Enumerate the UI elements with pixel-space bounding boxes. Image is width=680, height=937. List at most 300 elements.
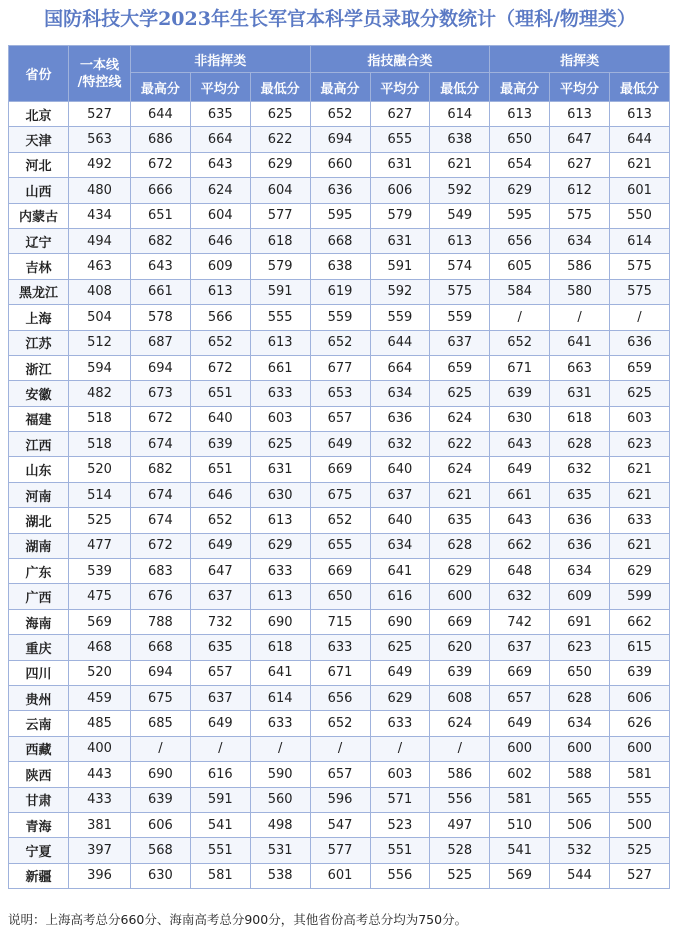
score-cell: 595 (490, 203, 550, 228)
province-cell: 山东 (9, 457, 69, 482)
score-cell: 657 (310, 762, 370, 787)
score-cell: 788 (131, 609, 191, 634)
score-cell: 630 (490, 406, 550, 431)
score-cell: 560 (250, 787, 310, 812)
score-cell: 527 (69, 102, 131, 127)
score-cell: 559 (310, 305, 370, 330)
score-cell: 592 (370, 279, 430, 304)
header-min: 最低分 (610, 73, 670, 102)
score-cell: 668 (131, 635, 191, 660)
score-cell: 686 (131, 127, 191, 152)
score-cell: 651 (190, 381, 250, 406)
score-cell: 634 (370, 533, 430, 558)
table-row (9, 685, 670, 710)
table-row (9, 863, 670, 888)
score-cell: 629 (250, 533, 310, 558)
province-cell: 福建 (9, 406, 69, 431)
score-cell: 592 (430, 178, 490, 203)
score-cell: 556 (430, 787, 490, 812)
score-cell: 639 (131, 787, 191, 812)
score-cell: 622 (250, 127, 310, 152)
table-row (9, 279, 670, 304)
score-cell: 652 (310, 711, 370, 736)
score-cell: 601 (310, 863, 370, 888)
score-cell: 621 (610, 482, 670, 507)
score-cell: 512 (69, 330, 131, 355)
score-cell: 591 (370, 254, 430, 279)
score-cell: 605 (490, 254, 550, 279)
province-cell: 重庆 (9, 635, 69, 660)
score-cell: 643 (190, 152, 250, 177)
score-cell: 477 (69, 533, 131, 558)
table-row (9, 762, 670, 787)
score-cell: 609 (550, 584, 610, 609)
score-cell: 662 (610, 609, 670, 634)
table-row (9, 178, 670, 203)
score-cell: 621 (430, 152, 490, 177)
score-cell: 652 (310, 508, 370, 533)
score-cell: 656 (310, 685, 370, 710)
score-cell: 732 (190, 609, 250, 634)
score-cell: 615 (610, 635, 670, 660)
score-cell: 629 (490, 178, 550, 203)
score-cell: 544 (550, 863, 610, 888)
score-cell: 637 (190, 584, 250, 609)
score-cell: 651 (190, 457, 250, 482)
score-cell: 595 (310, 203, 370, 228)
score-cell: 613 (550, 102, 610, 127)
score-cell: 510 (490, 812, 550, 837)
score-cell: 547 (310, 812, 370, 837)
score-cell: 619 (310, 279, 370, 304)
header-avg: 平均分 (550, 73, 610, 102)
table-row (9, 533, 670, 558)
score-cell: 606 (131, 812, 191, 837)
score-cell: 669 (310, 457, 370, 482)
table-row (9, 559, 670, 584)
score-cell: 647 (550, 127, 610, 152)
province-cell: 天津 (9, 127, 69, 152)
score-cell: 652 (310, 330, 370, 355)
score-cell: 551 (190, 838, 250, 863)
score-cell: 590 (250, 762, 310, 787)
score-cell: 628 (550, 432, 610, 457)
score-cell: 539 (69, 559, 131, 584)
score-cell: 527 (610, 863, 670, 888)
table-row (9, 482, 670, 507)
score-cell: 525 (69, 508, 131, 533)
score-cell: 614 (430, 102, 490, 127)
score-cell: 618 (550, 406, 610, 431)
score-cell: 657 (490, 685, 550, 710)
score-cell: 600 (610, 736, 670, 761)
score-cell: 618 (250, 228, 310, 253)
score-cell: 649 (190, 533, 250, 558)
score-cell: 624 (430, 711, 490, 736)
table-row (9, 127, 670, 152)
province-cell: 江西 (9, 432, 69, 457)
score-cell: 668 (310, 228, 370, 253)
score-cell: 634 (370, 381, 430, 406)
score-cell: 636 (370, 406, 430, 431)
province-cell: 北京 (9, 102, 69, 127)
score-cell: 652 (310, 102, 370, 127)
score-cell: 620 (430, 635, 490, 660)
score-cell: 639 (610, 660, 670, 685)
score-cell: 654 (490, 152, 550, 177)
score-cell: 602 (490, 762, 550, 787)
score-cell: 625 (610, 381, 670, 406)
score-cell: 640 (190, 406, 250, 431)
score-cell: / (310, 736, 370, 761)
score-cell: 633 (370, 711, 430, 736)
province-cell: 广西 (9, 584, 69, 609)
score-cell: 575 (550, 203, 610, 228)
score-cell: 630 (250, 482, 310, 507)
score-cell: 661 (131, 279, 191, 304)
score-cell: 528 (430, 838, 490, 863)
score-cell: 555 (250, 305, 310, 330)
score-cell: 674 (131, 482, 191, 507)
score-cell: 669 (430, 609, 490, 634)
score-cell: 616 (370, 584, 430, 609)
header-row-groups (9, 46, 670, 73)
province-cell: 贵州 (9, 685, 69, 710)
score-cell: 631 (370, 152, 430, 177)
score-cell: 591 (250, 279, 310, 304)
score-table (8, 45, 670, 889)
score-cell: 659 (610, 355, 670, 380)
score-cell: 551 (370, 838, 430, 863)
score-cell: 579 (250, 254, 310, 279)
score-cell: 652 (190, 508, 250, 533)
score-cell: 648 (490, 559, 550, 584)
score-cell: 625 (250, 102, 310, 127)
province-cell: 河南 (9, 482, 69, 507)
score-cell: 675 (310, 482, 370, 507)
score-cell: 672 (131, 152, 191, 177)
score-cell: 655 (310, 533, 370, 558)
score-cell: 742 (490, 609, 550, 634)
score-cell: 635 (430, 508, 490, 533)
score-cell: 640 (370, 457, 430, 482)
score-cell: 715 (310, 609, 370, 634)
table-row (9, 228, 670, 253)
score-cell: 514 (69, 482, 131, 507)
score-cell: 581 (610, 762, 670, 787)
score-cell: 638 (310, 254, 370, 279)
score-cell: 520 (69, 457, 131, 482)
score-cell: 643 (490, 432, 550, 457)
table-row (9, 330, 670, 355)
score-cell: 690 (370, 609, 430, 634)
score-cell: 575 (610, 254, 670, 279)
score-cell: 606 (370, 178, 430, 203)
table-row (9, 812, 670, 837)
score-cell: 622 (430, 432, 490, 457)
province-cell: 辽宁 (9, 228, 69, 253)
score-cell: 586 (430, 762, 490, 787)
score-cell: 579 (370, 203, 430, 228)
score-cell: 566 (190, 305, 250, 330)
score-cell: 672 (190, 355, 250, 380)
score-cell: 397 (69, 838, 131, 863)
score-cell: 494 (69, 228, 131, 253)
score-cell: 581 (190, 863, 250, 888)
score-cell: 694 (131, 355, 191, 380)
score-cell: 613 (250, 508, 310, 533)
province-cell: 湖南 (9, 533, 69, 558)
score-cell: 632 (370, 432, 430, 457)
score-cell: 559 (370, 305, 430, 330)
header-min: 最低分 (430, 73, 490, 102)
score-cell: 603 (250, 406, 310, 431)
score-cell: 538 (250, 863, 310, 888)
header-avg: 平均分 (190, 73, 250, 102)
header-group-non-command: 非指挥类 (131, 46, 311, 73)
score-cell: 523 (370, 812, 430, 837)
table-body (9, 102, 670, 889)
score-cell: 571 (370, 787, 430, 812)
score-cell: 635 (190, 102, 250, 127)
province-cell: 山西 (9, 178, 69, 203)
score-cell: 636 (610, 330, 670, 355)
score-cell: 660 (310, 152, 370, 177)
score-cell: 666 (131, 178, 191, 203)
score-cell: 629 (430, 559, 490, 584)
score-cell: 664 (190, 127, 250, 152)
score-cell: 632 (550, 457, 610, 482)
header-group-command: 指挥类 (490, 46, 670, 73)
score-cell: 633 (610, 508, 670, 533)
score-cell: 637 (490, 635, 550, 660)
header-group-tech-command: 指技融合类 (310, 46, 490, 73)
score-cell: 577 (250, 203, 310, 228)
score-cell: 633 (310, 635, 370, 660)
score-cell: 621 (430, 482, 490, 507)
score-cell: 644 (131, 102, 191, 127)
table-row (9, 381, 670, 406)
score-cell: 581 (490, 787, 550, 812)
score-cell: 588 (550, 762, 610, 787)
province-cell: 甘肃 (9, 787, 69, 812)
score-cell: 694 (131, 660, 191, 685)
province-cell: 云南 (9, 711, 69, 736)
score-cell: 625 (430, 381, 490, 406)
score-cell: 623 (610, 432, 670, 457)
score-cell: 591 (190, 787, 250, 812)
score-cell: 559 (430, 305, 490, 330)
table-row (9, 203, 670, 228)
score-cell: 580 (550, 279, 610, 304)
province-cell: 青海 (9, 812, 69, 837)
score-cell: 637 (370, 482, 430, 507)
header-max: 最高分 (310, 73, 370, 102)
header-province: 省份 (9, 46, 69, 102)
score-cell: 652 (190, 330, 250, 355)
score-cell: 531 (250, 838, 310, 863)
score-cell: 613 (250, 584, 310, 609)
score-cell: 675 (131, 685, 191, 710)
score-cell: 630 (131, 863, 191, 888)
score-cell: 669 (490, 660, 550, 685)
score-cell: 443 (69, 762, 131, 787)
score-cell: / (131, 736, 191, 761)
score-cell: 672 (131, 406, 191, 431)
score-cell: 650 (550, 660, 610, 685)
table-row (9, 838, 670, 863)
score-cell: 599 (610, 584, 670, 609)
score-cell: 639 (430, 660, 490, 685)
score-cell: 459 (69, 685, 131, 710)
score-cell: 690 (250, 609, 310, 634)
score-cell: 671 (490, 355, 550, 380)
score-cell: 500 (610, 812, 670, 837)
province-cell: 湖北 (9, 508, 69, 533)
score-cell: 664 (370, 355, 430, 380)
score-cell: 475 (69, 584, 131, 609)
province-cell: 河北 (9, 152, 69, 177)
table-row (9, 660, 670, 685)
score-cell: / (370, 736, 430, 761)
score-cell: 504 (69, 305, 131, 330)
score-cell: 596 (310, 787, 370, 812)
table-row (9, 152, 670, 177)
score-cell: 637 (190, 685, 250, 710)
score-cell: 600 (490, 736, 550, 761)
score-cell: 626 (610, 711, 670, 736)
score-cell: 661 (490, 482, 550, 507)
score-cell: 468 (69, 635, 131, 660)
score-cell: 672 (131, 533, 191, 558)
score-cell: 674 (131, 508, 191, 533)
score-cell: 643 (131, 254, 191, 279)
score-cell: 673 (131, 381, 191, 406)
score-cell: 641 (550, 330, 610, 355)
score-cell: 662 (490, 533, 550, 558)
score-cell: 525 (430, 863, 490, 888)
score-cell: 644 (610, 127, 670, 152)
table-row (9, 711, 670, 736)
score-cell: 584 (490, 279, 550, 304)
score-cell: 520 (69, 660, 131, 685)
score-cell: 635 (550, 482, 610, 507)
score-cell: 636 (550, 533, 610, 558)
header-control-line (69, 46, 131, 102)
score-cell: 650 (310, 584, 370, 609)
score-cell: 600 (430, 584, 490, 609)
score-cell: 613 (490, 102, 550, 127)
score-cell: 639 (190, 432, 250, 457)
score-cell: 549 (430, 203, 490, 228)
score-cell: 433 (69, 787, 131, 812)
score-cell: 577 (310, 838, 370, 863)
score-cell: 621 (610, 152, 670, 177)
province-cell: 四川 (9, 660, 69, 685)
score-cell: 603 (370, 762, 430, 787)
province-cell: 江苏 (9, 330, 69, 355)
score-cell: 381 (69, 812, 131, 837)
table-row (9, 432, 670, 457)
score-cell: 631 (550, 381, 610, 406)
score-cell: 635 (190, 635, 250, 660)
score-cell: 640 (370, 508, 430, 533)
page-title: 国防科技大学2023年生长军官本科学员录取分数统计（理科/物理类） (44, 8, 636, 30)
score-cell: 646 (190, 228, 250, 253)
score-cell: 627 (550, 152, 610, 177)
score-cell: 498 (250, 812, 310, 837)
score-cell: 624 (430, 406, 490, 431)
score-cell: 482 (69, 381, 131, 406)
score-cell: 506 (550, 812, 610, 837)
score-cell: 636 (310, 178, 370, 203)
score-cell: 556 (370, 863, 430, 888)
score-cell: 628 (430, 533, 490, 558)
score-cell: 518 (69, 432, 131, 457)
score-cell: 613 (430, 228, 490, 253)
score-cell: 633 (250, 559, 310, 584)
score-cell: 629 (370, 685, 430, 710)
score-cell: 563 (69, 127, 131, 152)
score-cell: 674 (131, 432, 191, 457)
score-cell: 624 (430, 457, 490, 482)
score-cell: 637 (430, 330, 490, 355)
score-cell: 525 (610, 838, 670, 863)
province-cell: 浙江 (9, 355, 69, 380)
score-cell: 687 (131, 330, 191, 355)
score-cell: 400 (69, 736, 131, 761)
score-cell: 694 (310, 127, 370, 152)
score-cell: 649 (190, 711, 250, 736)
score-cell: 644 (370, 330, 430, 355)
province-cell: 新疆 (9, 863, 69, 888)
score-cell: 677 (310, 355, 370, 380)
score-cell: 653 (310, 381, 370, 406)
score-cell: 682 (131, 457, 191, 482)
score-cell: 613 (610, 102, 670, 127)
table-row (9, 406, 670, 431)
province-cell: 黑龙江 (9, 279, 69, 304)
table-row (9, 102, 670, 127)
score-cell: 649 (310, 432, 370, 457)
score-cell: 633 (250, 381, 310, 406)
score-cell: 434 (69, 203, 131, 228)
score-cell: 565 (550, 787, 610, 812)
score-cell: 555 (610, 787, 670, 812)
score-cell: 624 (190, 178, 250, 203)
score-cell: 634 (550, 711, 610, 736)
score-cell: 631 (250, 457, 310, 482)
score-cell: 541 (190, 812, 250, 837)
score-cell: 656 (490, 228, 550, 253)
header-avg: 平均分 (370, 73, 430, 102)
score-cell: 518 (69, 406, 131, 431)
score-cell: 649 (490, 457, 550, 482)
score-cell: 650 (490, 127, 550, 152)
table-row (9, 254, 670, 279)
score-cell: 632 (490, 584, 550, 609)
score-cell: / (250, 736, 310, 761)
score-cell: / (490, 305, 550, 330)
score-cell: / (610, 305, 670, 330)
score-cell: 691 (550, 609, 610, 634)
province-cell: 广东 (9, 559, 69, 584)
score-cell: 541 (490, 838, 550, 863)
score-cell: 629 (250, 152, 310, 177)
score-cell: 613 (250, 330, 310, 355)
score-cell: 574 (430, 254, 490, 279)
score-cell: / (190, 736, 250, 761)
